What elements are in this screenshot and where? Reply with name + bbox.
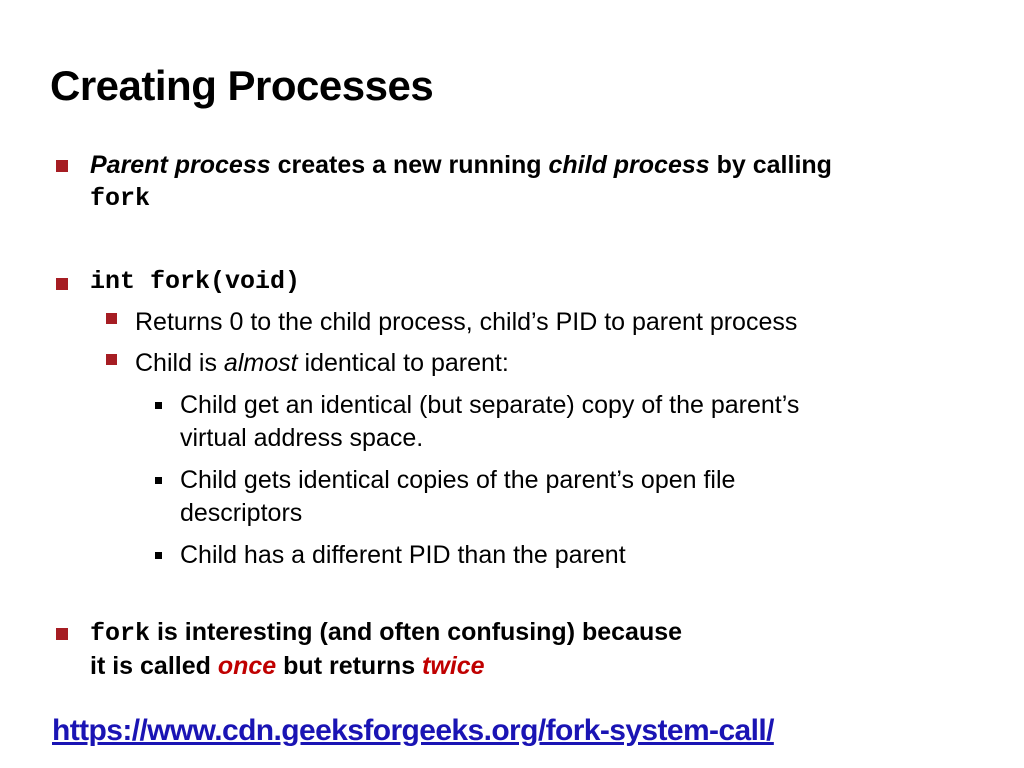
slide-title: Creating Processes (50, 62, 434, 109)
almost-term: almost (223, 349, 298, 377)
it-is-called-text: it is called (90, 652, 218, 680)
returns-description: Returns 0 to the child process, child’s PID to parent process (135, 308, 798, 336)
twice-term: twice (422, 652, 485, 680)
square-bullet-icon (56, 628, 68, 640)
fork-signature: int fork(void) (90, 267, 301, 296)
small-square-bullet-icon (155, 402, 162, 409)
called-once-returns-twice (90, 649, 485, 683)
list-item: Child gets identical copies of the parent’s open file (180, 466, 736, 494)
list-item-continuation: descriptors (180, 499, 303, 527)
child-process-term: child process (548, 151, 710, 179)
square-bullet-icon (56, 160, 68, 172)
child-is-text: Child is (135, 349, 224, 377)
square-bullet-icon (106, 354, 117, 365)
bullet-fork-interesting (90, 615, 682, 651)
square-bullet-icon (56, 278, 68, 290)
by-calling-text: by calling (709, 151, 832, 179)
child-almost-identical (135, 346, 509, 380)
small-square-bullet-icon (155, 552, 162, 559)
list-item-continuation: virtual address space. (180, 424, 424, 452)
parent-process-term: Parent process (90, 151, 271, 179)
creates-text: creates a new running (270, 151, 549, 179)
identical-text: identical to parent: (297, 349, 509, 377)
but-returns-text: but returns (276, 652, 423, 680)
list-item: Child get an identical (but separate) copy of the parent’s (180, 391, 800, 419)
square-bullet-icon (106, 313, 117, 324)
small-square-bullet-icon (155, 477, 162, 484)
fork-code: fork (90, 184, 151, 213)
bullet-parent-process (90, 148, 832, 182)
interesting-text: is interesting (and often confusing) because (150, 618, 683, 646)
once-term: once (217, 652, 277, 680)
reference-link[interactable]: https://www.cdn.geeksforgeeks.org/fork-system-call/ (52, 714, 774, 747)
fork-code: fork (90, 619, 151, 648)
list-item: Child has a different PID than the parent (180, 541, 626, 569)
